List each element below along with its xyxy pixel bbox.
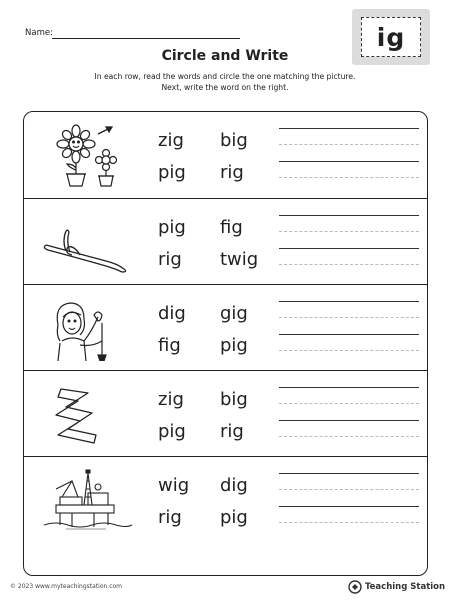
writing-line[interactable] (279, 506, 419, 507)
writing-guide-line (279, 231, 419, 232)
teaching-station-logo-icon (348, 580, 362, 594)
worksheet-row (24, 370, 427, 456)
word-option[interactable]: big (220, 130, 248, 151)
writing-line[interactable] (279, 473, 419, 474)
word-option[interactable]: twig (220, 249, 259, 270)
word-option[interactable]: dig (220, 475, 248, 496)
instruction-line-1: In each row, read the words and circle the one matching the picture. (94, 72, 356, 81)
writing-line[interactable] (279, 248, 419, 249)
copyright-text: © 2023 www.myteachingstation.com (10, 583, 123, 590)
word-option[interactable]: dig (158, 303, 186, 324)
brand-name: Teaching Station (365, 582, 446, 592)
word-option[interactable]: pig (220, 507, 248, 528)
name-write-line[interactable] (52, 38, 240, 39)
writing-guide-line (279, 489, 419, 490)
girl-digging-icon (36, 295, 136, 361)
word-option[interactable]: gig (220, 303, 248, 324)
word-option[interactable]: zig (158, 130, 184, 151)
writing-line[interactable] (279, 387, 419, 388)
writing-line[interactable] (279, 161, 419, 162)
writing-guide-line (279, 144, 419, 145)
word-option[interactable]: zig (158, 389, 184, 410)
brand-logo (348, 580, 445, 594)
writing-guide-line (279, 177, 419, 178)
worksheet-row (24, 112, 427, 198)
writing-line[interactable] (279, 334, 419, 335)
writing-line[interactable] (279, 215, 419, 216)
word-option[interactable]: rig (220, 162, 244, 183)
writing-guide-line (279, 522, 419, 523)
worksheet-row (24, 456, 427, 542)
worksheet-row (24, 198, 427, 284)
word-option[interactable]: fig (158, 335, 181, 356)
word-family-badge-text: ig (361, 17, 421, 57)
page-title: Circle and Write (161, 48, 289, 64)
oil-rig-icon (36, 467, 136, 533)
word-option[interactable]: rig (158, 249, 182, 270)
name-label: Name: (25, 28, 53, 38)
word-option[interactable]: rig (158, 507, 182, 528)
writing-guide-line (279, 264, 419, 265)
twig-icon (36, 209, 136, 275)
worksheet-table (23, 111, 428, 576)
word-option[interactable]: pig (220, 335, 248, 356)
writing-guide-line (279, 317, 419, 318)
word-option[interactable]: wig (158, 475, 190, 496)
writing-line[interactable] (279, 420, 419, 421)
word-option[interactable]: pig (158, 162, 186, 183)
word-option[interactable]: pig (158, 217, 186, 238)
instruction-line-2: Next, write the word on the right. (161, 83, 289, 92)
worksheet-row (24, 284, 427, 370)
flowers-icon (36, 122, 136, 188)
writing-guide-line (279, 350, 419, 351)
writing-line[interactable] (279, 301, 419, 302)
writing-guide-line (279, 403, 419, 404)
word-option[interactable]: fig (220, 217, 243, 238)
zigzag-icon (36, 381, 136, 447)
writing-guide-line (279, 436, 419, 437)
word-option[interactable]: big (220, 389, 248, 410)
writing-line[interactable] (279, 128, 419, 129)
word-option[interactable]: pig (158, 421, 186, 442)
word-option[interactable]: rig (220, 421, 244, 442)
